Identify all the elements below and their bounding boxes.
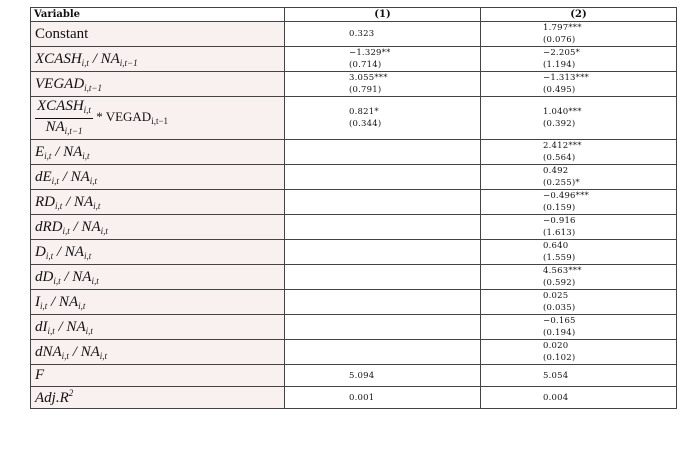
col1-cell	[285, 72, 481, 97]
col1-cell	[285, 290, 481, 315]
col1-cell	[285, 315, 481, 340]
std-error: (0.255)*	[543, 178, 580, 188]
variable-label: $D_{i,t} / NA_{i,t}$	[31, 240, 285, 265]
col1-cell	[285, 190, 481, 215]
col2-cell	[481, 265, 677, 290]
col2-cell	[481, 22, 677, 47]
coefficient: 0.492	[543, 166, 569, 176]
std-error: (1.194)	[543, 60, 576, 70]
col2-cell	[481, 365, 677, 387]
std-error: (0.076)	[543, 35, 576, 45]
std-error: (1.559)	[543, 253, 576, 263]
col1-cell	[285, 240, 481, 265]
variable-label: $\frac{XCASH_{i,t}}{NA_{i,t-1}}$ * $VEGAD_{i,t-1}$	[31, 97, 285, 140]
std-error: (1.613)	[543, 228, 576, 238]
coefficient: −0.916	[543, 216, 576, 226]
coefficient: −2.205*	[543, 48, 581, 58]
coefficient: 3.055***	[349, 73, 388, 83]
table-row	[31, 240, 677, 265]
table-row	[31, 190, 677, 215]
col1-cell	[285, 340, 481, 365]
std-error: (0.714)	[349, 60, 382, 70]
variable-label: $Adj.R^2$	[31, 387, 285, 409]
header-col1: (1)	[285, 8, 481, 22]
col2-cell	[481, 190, 677, 215]
coefficient: 0.004	[543, 392, 569, 403]
coefficient: −1.313***	[543, 73, 590, 83]
table-row	[31, 265, 677, 290]
col2-cell	[481, 290, 677, 315]
variable-label: $dNA_{i,t} / NA_{i,t}$	[31, 340, 285, 365]
coefficient: −0.496***	[543, 191, 590, 201]
col1-cell	[285, 265, 481, 290]
col1-cell	[285, 165, 481, 190]
table-row	[31, 215, 677, 240]
std-error: (0.791)	[349, 85, 382, 95]
std-error: (0.592)	[543, 278, 576, 288]
col1-cell	[285, 22, 481, 47]
coefficient: 0.821*	[349, 107, 379, 117]
std-error: (0.344)	[349, 119, 382, 129]
col1-cell	[285, 365, 481, 387]
col2-cell	[481, 315, 677, 340]
coefficient: 5.054	[543, 370, 569, 381]
table-row	[31, 22, 677, 47]
table-row	[31, 140, 677, 165]
variable-label: Constant	[31, 22, 285, 47]
variable-label: $dI_{i,t} / NA_{i,t}$	[31, 315, 285, 340]
std-error: (0.392)	[543, 119, 576, 129]
header-col2: (2)	[481, 8, 677, 22]
col1-cell	[285, 387, 481, 409]
col2-cell	[481, 165, 677, 190]
coefficient: −1.329**	[349, 48, 391, 58]
col1-cell	[285, 215, 481, 240]
variable-label: $RD_{i,t} / NA_{i,t}$	[31, 190, 285, 215]
table-row	[31, 387, 677, 409]
coefficient: 0.001	[349, 392, 375, 403]
col1-cell	[285, 140, 481, 165]
col1-cell	[285, 97, 481, 140]
std-error: (0.159)	[543, 203, 576, 213]
col2-cell	[481, 140, 677, 165]
header-row	[31, 8, 677, 22]
coefficient: 1.040***	[543, 107, 582, 117]
regression-table	[30, 7, 677, 409]
std-error: (0.102)	[543, 353, 576, 363]
table-row	[31, 290, 677, 315]
table-row	[31, 165, 677, 190]
col2-cell	[481, 240, 677, 265]
coefficient: 2.412***	[543, 141, 582, 151]
col2-cell	[481, 387, 677, 409]
variable-label: F	[31, 365, 285, 387]
variable-label: $I_{i,t} / NA_{i,t}$	[31, 290, 285, 315]
variable-label: $dE_{i,t} / NA_{i,t}$	[31, 165, 285, 190]
variable-label: $dD_{i,t} / NA_{i,t}$	[31, 265, 285, 290]
table-row	[31, 340, 677, 365]
header-variable: Variable	[31, 8, 285, 22]
col2-cell	[481, 72, 677, 97]
coefficient: 5.094	[349, 370, 375, 381]
std-error: (0.564)	[543, 153, 576, 163]
table-row	[31, 365, 677, 387]
table-row	[31, 97, 677, 140]
std-error: (0.035)	[543, 303, 576, 313]
std-error: (0.495)	[543, 85, 576, 95]
col2-cell	[481, 97, 677, 140]
coefficient: 0.323	[349, 29, 375, 39]
col1-cell	[285, 47, 481, 72]
std-error: (0.194)	[543, 328, 576, 338]
variable-label: $E_{i,t} / NA_{i,t}$	[31, 140, 285, 165]
col2-cell	[481, 47, 677, 72]
coefficient: 1.797***	[543, 23, 582, 33]
table-row	[31, 72, 677, 97]
table-row	[31, 47, 677, 72]
coefficient: 0.020	[543, 341, 569, 351]
table-row	[31, 315, 677, 340]
col2-cell	[481, 215, 677, 240]
col2-cell	[481, 340, 677, 365]
coefficient: −0.165	[543, 316, 576, 326]
variable-label: $dRD_{i,t} / NA_{i,t}$	[31, 215, 285, 240]
coefficient: 4.563***	[543, 266, 582, 276]
coefficient: 0.025	[543, 291, 569, 301]
variable-label: $XCASH_{i,t} / NA_{i,t-1}$	[31, 47, 285, 72]
variable-label: $VEGAD_{i,t-1}$	[31, 72, 285, 97]
coefficient: 0.640	[543, 241, 569, 251]
